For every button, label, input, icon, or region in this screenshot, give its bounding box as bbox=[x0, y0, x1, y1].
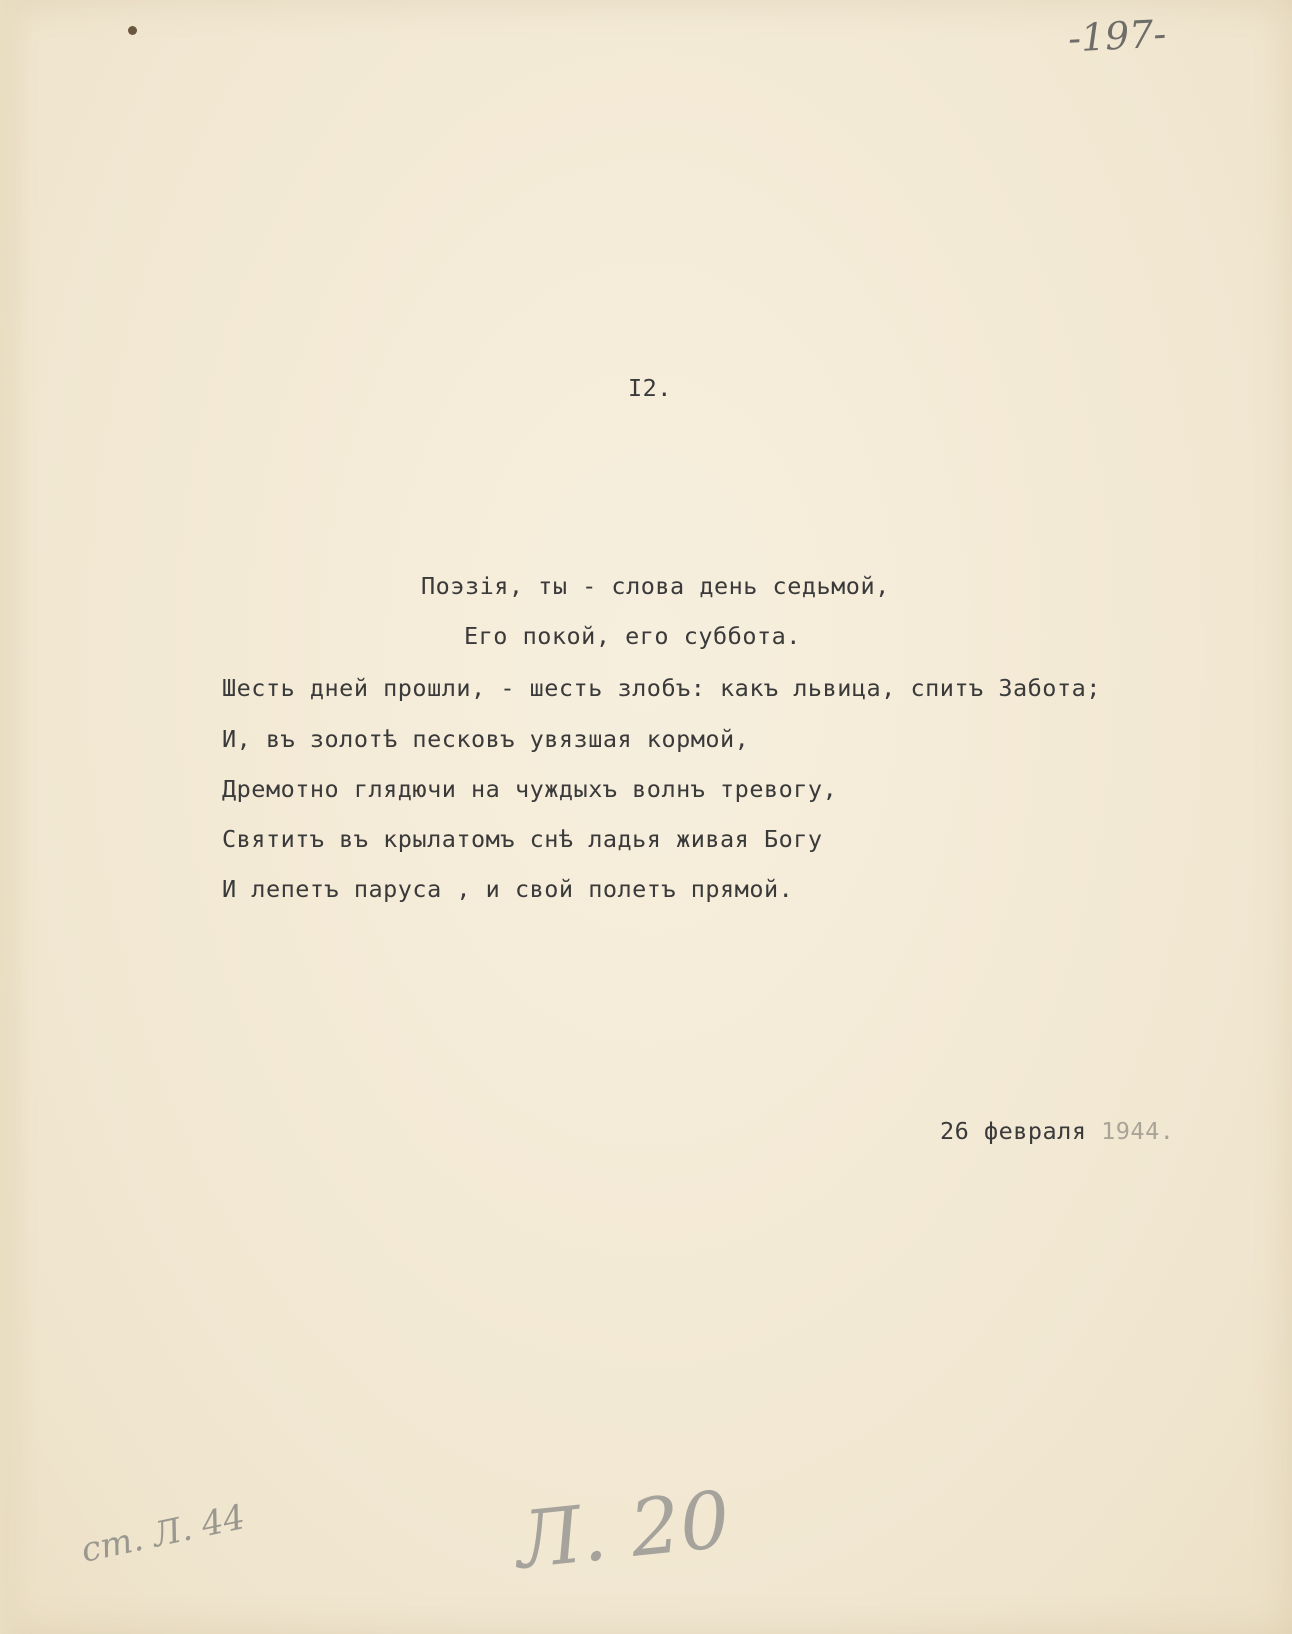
poem-date bbox=[940, 1117, 1174, 1145]
poem-line-2: Его покой, его суббота. bbox=[464, 622, 801, 650]
poem-number: I2. bbox=[628, 374, 672, 402]
date-day-month: 26 февраля bbox=[940, 1117, 1087, 1145]
poem-line-7: И лепетъ паруса , и свой полетъ прямой. bbox=[222, 875, 794, 903]
paper-edge bbox=[0, 0, 30, 1634]
poem-line-6: Святитъ въ крылатомъ снѣ ладья живая Богу bbox=[222, 825, 823, 853]
handwritten-note-center: Л. 20 bbox=[511, 1475, 735, 1587]
poem-line-4: И, въ золотѣ песковъ увязшая кормой, bbox=[222, 725, 750, 753]
handwritten-note-left: ст. Л. 44 bbox=[77, 1497, 249, 1571]
folio-number: -197- bbox=[1066, 11, 1168, 61]
punch-hole bbox=[128, 26, 137, 35]
poem-line-3: Шесть дней прошли, - шесть злобъ: какъ львица, спитъ Забота; bbox=[222, 674, 1101, 702]
poem-line-5: Дремотно глядючи на чуждыхъ волнъ тревогу, bbox=[222, 775, 838, 803]
date-year: 1944. bbox=[1101, 1117, 1175, 1145]
poem-line-1: Поэзія, ты - слова день седьмой, bbox=[421, 572, 890, 600]
